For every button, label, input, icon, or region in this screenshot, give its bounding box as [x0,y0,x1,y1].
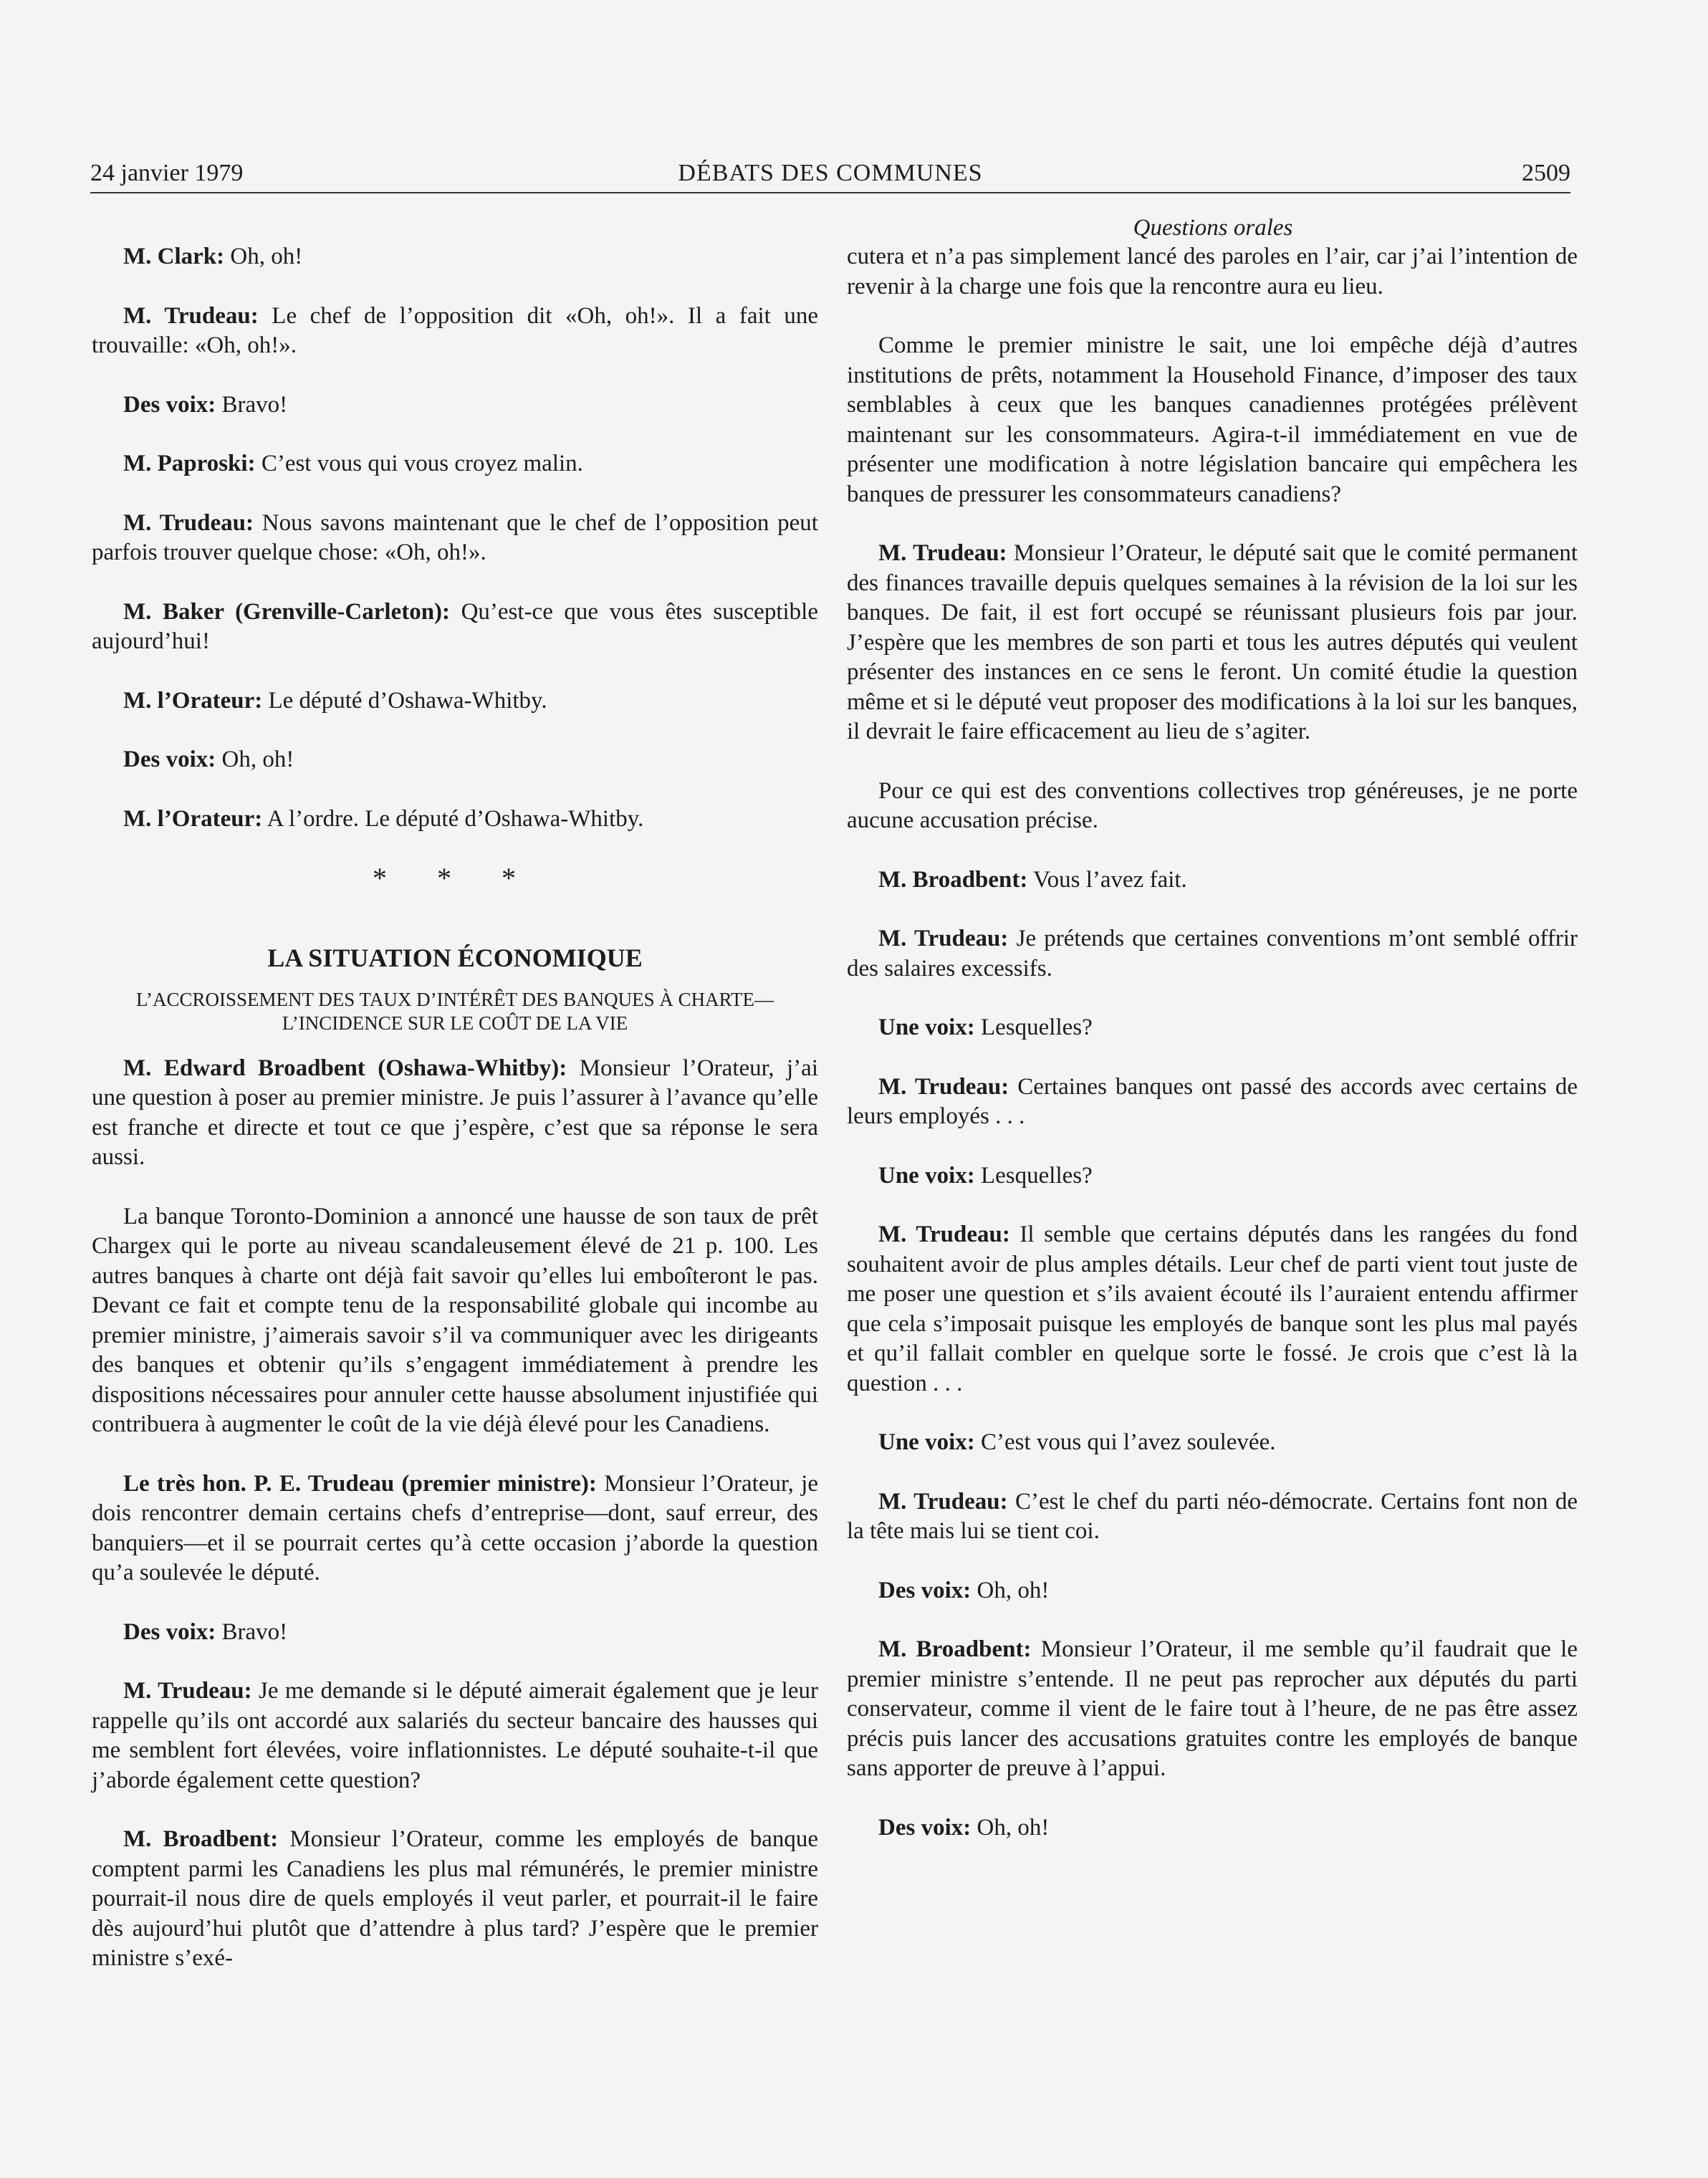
speech-text: Qu’est-ce que vous êtes susceptible aujourd’hui! [92,598,818,654]
speaker: M. Trudeau: [123,1678,252,1704]
paragraph [92,745,818,775]
paragraph [92,242,818,272]
paragraph [92,1202,818,1440]
speech-text: A l’ordre. Le député d’Oshawa-Whitby. [262,805,644,832]
speaker: Des voix: [123,391,216,418]
speech-text: Oh, oh! [224,244,303,269]
paragraph [847,1013,1578,1043]
section-heading: LA SITUATION ÉCONOMIQUE [267,943,643,972]
speaker: Une voix: [878,1014,975,1040]
paragraph [847,1073,1578,1132]
paragraph [92,598,818,657]
speech-text: C’est vous qui vous croyez malin. [255,451,583,476]
paragraph [92,449,818,479]
speech-text: cutera et n’a pas simplement lancé des paroles en l’air, car j’ai l’intention de revenir à la charge une fois que la rencontre aura eu lieu. [847,244,1578,299]
speaker: M. Trudeau: [878,1073,1009,1100]
paragraph [92,805,818,835]
speech-text: Oh, oh! [971,1814,1050,1841]
speaker: M. Trudeau: [878,926,1009,951]
speech-text: C’est le chef du parti néo-démocrate. Certains font non de la tête mais lui se tient coi. [847,1488,1578,1544]
paragraph [847,331,1578,509]
paragraph [92,1618,818,1648]
header-page-number: 2509 [1522,160,1570,186]
speaker: Des voix: [123,1618,216,1645]
paragraph [847,242,1578,302]
speech-text: Bravo! [216,1618,288,1645]
paragraph [847,1428,1578,1458]
speech-text: Monsieur l’Orateur, comme les employés de banque comptent parmi les Canadiens les plus mal rémunérés, le premier ministre pourrait-il nous dire de quels employés il veut parler, et pourrait-il le faire dès aujourd’hui plutôt que d’attendre à plus tard? J’espère que le premier ministre s’exé- [92,1826,818,1971]
section-subheading: L’ACCROISSEMENT DES TAUX D’INTÉRÊT DES BANQUES À CHARTE—L’INCIDENCE SUR LE COÛT DE LA VIE [135,988,774,1034]
paragraph [847,539,1578,747]
speech-text: Je prétends que certaines conventions m’ont semblé offrir des salaires excessifs. [847,926,1578,982]
speaker: M. Trudeau: [878,540,1007,566]
speech-text: Il semble que certains députés dans les rangées du fond souhaitent avoir de plus amples détails. Leur chef de parti vient tout juste de me poser une question et s’ils avaient écouté ils l’auraient entendu affirmer que cela s’imposait puisque les employés de banque sont les plus mal payés et qu’il fallait combler en quelque sorte le fossé. Je crois que c’est là la question . . . [847,1222,1578,1396]
speaker: Des voix: [123,747,216,772]
speech-text: C’est vous qui l’avez soulevée. [974,1429,1276,1455]
speaker: Une voix: [878,1429,975,1455]
speech-text: Lesquelles? [974,1162,1093,1189]
speaker: M. Baker (Grenville-Carleton): [123,598,451,625]
speaker: M. Edward Broadbent (Oshawa-Whitby): [123,1055,567,1081]
speech-text: La banque Toronto-Dominion a annoncé une hausse de son taux de prêt Chargex qui le porte au niveau scandaleusement élevé de 21 p. 100. Les autres banques à charte ont déjà fait savoir qu’elles lui emboîteront le pas. Devant ce fait et compte tenu de la responsabilité globale qui incombe au premier ministre, j’aimerais savoir s’il va communiquer avec les dirigeants des banques et obtenir qu’ils s’engagent immédiatement à prendre les dispositions nécessaires pour annuler cette hausse absolument injustifiée qui contribuera à augmenter le coût de la vie déjà élevé pour les Canadiens. [92,1203,818,1437]
speaker: M. Broadbent: [123,1826,279,1852]
speech-text: Nous savons maintenant que le chef de l’opposition peut parfois trouver quelque chose: «Oh, oh!». [92,509,818,565]
paragraph [847,865,1578,896]
right-column [847,242,1578,1843]
speaker: M. Trudeau: [123,302,259,329]
speech-text: Monsieur l’Orateur, il me semble qu’il faudrait que le premier ministre s’entende. Il ne peut pas reprocher aux députés du parti conservateur, comme il vient de le faire tout à l’heure, de ne pas être assez précis puis lancer des accusations gratuites contre les employés de banque sans apporter de preuve à l’appui. [847,1636,1578,1781]
speaker: M. l’Orateur: [123,687,263,714]
speaker: Une voix: [878,1162,975,1189]
paragraph [92,1469,818,1588]
speech-text: Le député d’Oshawa-Whitby. [262,687,547,714]
speaker: M. Clark: [123,244,225,269]
paragraph [92,1054,818,1173]
speech-text: Monsieur l’Orateur, le député sait que le comité permanent des finances travaille depuis quelques semaines à la révision de la loi sur les banques. De fait, il est fort occupé se réunissant plusieurs fois par jour. J’espère que les membres de son parti et tous les autres députés qui veulent présenter des instances en ce sens le feront. Un comité étudie la question même et si le député veut proposer des modifications à la loi sur les banques, il devrait le faire efficacement au lieu de s’agiter. [847,540,1578,744]
left-column [92,242,818,1974]
speech-text: Monsieur l’Orateur, j’ai une question à poser au premier ministre. Je puis l’assurer à l’avance qu’elle est franche et directe et tout ce que j’espère, c’est que sa réponse le sera aussi. [92,1055,818,1170]
speaker: Des voix: [878,1577,971,1603]
section-separator: * * * [373,862,537,894]
speech-text: Comme le premier ministre le sait, une loi empêche déjà d’autres institutions de prêts, notamment la Household Finance, d’imposer des taux semblables à ceux que les banques canadiennes protégées prélèvent maintenant sur les consommateurs. Agira-t-il immédiatement en vue de présenter une modification à notre législation bancaire qui empêchera les banques de pressurer les consommateurs canadiens? [847,332,1578,507]
section-label: Questions orales [1133,215,1293,241]
paragraph [847,1161,1578,1191]
speech-text: Vous l’avez fait. [1027,866,1187,893]
speaker: M. Paproski: [123,451,256,476]
paragraph [847,1813,1578,1843]
speaker: M. Trudeau: [878,1222,1010,1247]
speech-text: Pour ce qui est des conventions collectives trop généreuses, je ne porte aucune accusation précise. [847,777,1578,833]
header-title: DÉBATS DES COMMUNES [678,160,983,186]
page-header [90,155,1570,193]
paragraph [92,390,818,421]
paragraph [92,509,818,568]
paragraph [92,1825,818,1974]
speaker: M. Broadbent: [878,866,1028,893]
paragraph [92,302,818,361]
speech-text: Bravo! [216,391,288,418]
speaker: M. Trudeau: [878,1488,1008,1515]
speech-text: Lesquelles? [974,1014,1093,1040]
speech-text: Certaines banques ont passé des accords avec certains de leurs employés . . . [847,1073,1578,1129]
paragraph [92,1676,818,1795]
speaker: Des voix: [878,1814,971,1841]
speaker: M. Trudeau: [123,509,254,536]
paragraph [847,1635,1578,1784]
paragraph [847,1576,1578,1606]
speaker: Le très hon. P. E. Trudeau (premier ministre): [123,1470,597,1497]
speech-text: Monsieur l’Orateur, je dois rencontrer demain certains chefs d’entreprise—dont, sauf erreur, des banquiers—et il se pourrait certes qu’à cette occasion j’aborde la question qu’a soulevée le député. [92,1470,818,1585]
speaker: M. Broadbent: [878,1636,1032,1662]
speech-text: Le chef de l’opposition dit «Oh, oh!». Il a fait une trouvaille: «Oh, oh!». [92,302,818,358]
paragraph [847,1220,1578,1399]
header-date: 24 janvier 1979 [90,160,244,186]
paragraph [847,777,1578,836]
paragraph [92,686,818,716]
paragraph [847,1487,1578,1547]
speech-text: Oh, oh! [971,1577,1050,1603]
speech-text: Oh, oh! [216,747,294,772]
paragraph [847,924,1578,984]
speech-text: Je me demande si le député aimerait également que je leur rappelle qu’ils ont accordé aux salariés du secteur bancaire des hausses qui me semblent fort élevées, voire inflationnistes. Le député souhaite-t-il que j’aborde également cette question? [92,1678,818,1793]
speaker: M. l’Orateur: [123,805,263,832]
